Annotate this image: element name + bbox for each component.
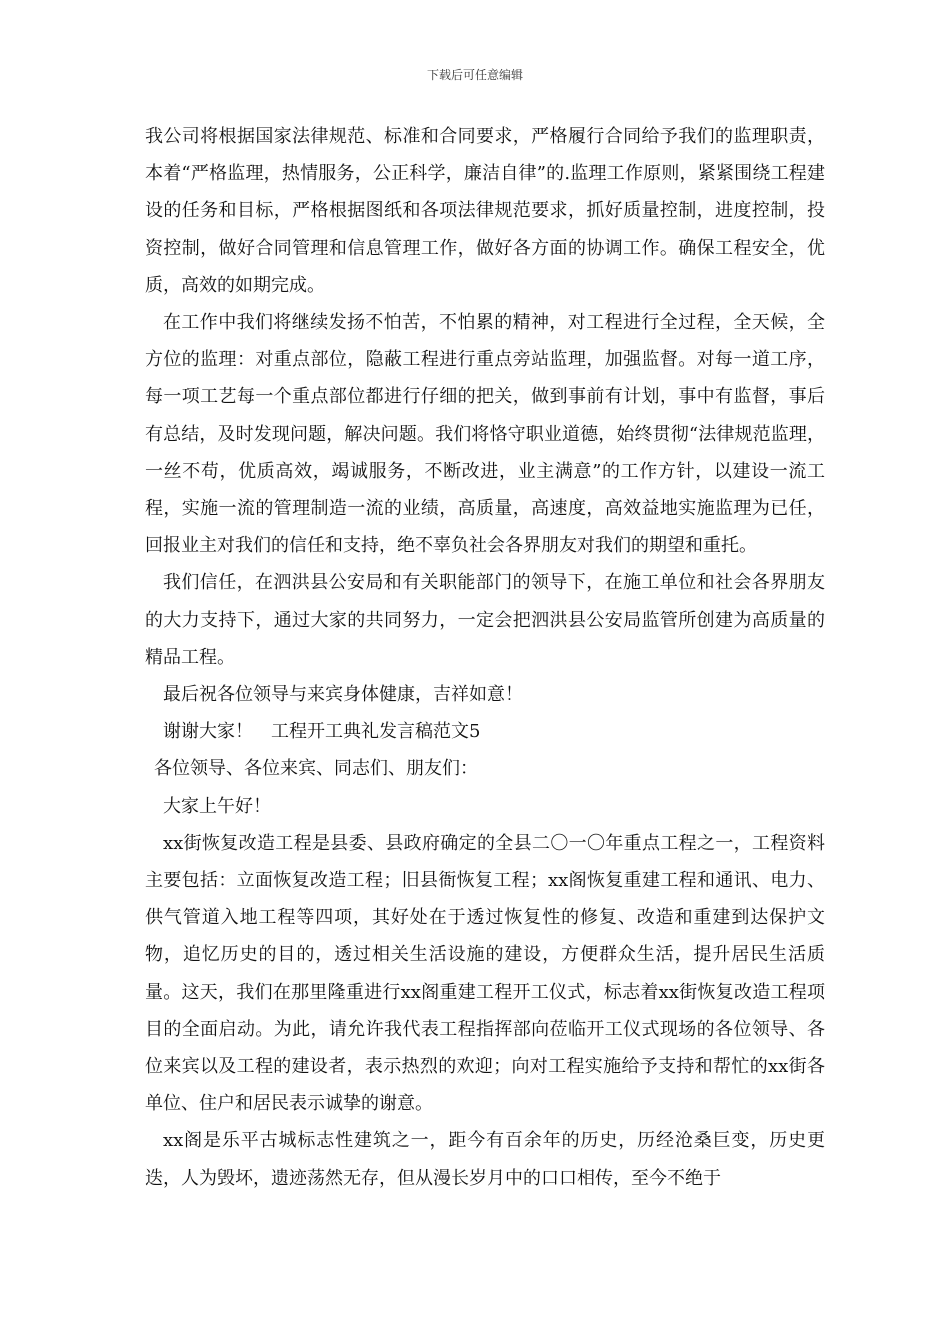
paragraph-salutation: 各位领导、各位来宾、同志们、朋友们：: [154, 758, 478, 780]
thanks-text: 谢谢大家！: [163, 721, 253, 743]
paragraph-commitment: 我公司将根据国家法律规范、标准和合同要求，严格履行合同给予我们的监理职责，本着“严格监理，热情服务，公正科学，廉洁自律”的.监理工作原则，紧紧围绕工程建设的任务和目标，严格根据图纸和各项法律规范要求，抓好质量控制，进度控制，投资控制，做好合同管理和信息管理工作，做好各方面的协调工作。确保工程安全，优质，高效的如期完成。: [145, 126, 825, 296]
document-body: [145, 118, 825, 1197]
paragraph-confidence: 我们信任，在泗洪县公安局和有关职能部门的领导下，在施工单位和社会各界朋友的大力支持下，通过大家的共同努力，一定会把泗洪县公安局监管所创建为高质量的精品工程。: [145, 572, 825, 668]
paragraph-history: xx阁是乐平古城标志性建筑之一，距今有百余年的历史，历经沧桑巨变，历史更迭，人为毁坏，遗迹荡然无存，但从漫长岁月中的口口相传，至今不绝于: [145, 1130, 825, 1189]
paragraph-greeting: 大家上午好！: [163, 795, 271, 817]
paragraph-work-plan: 在工作中我们将继续发扬不怕苦，不怕累的精神，对工程进行全过程，全天候，全方位的监理：对重点部位，隐蔽工程进行重点旁站监理，加强监督。对每一道工序，每一项工艺每一个重点部位都进行仔细的把关，做到事前有计划，事中有监督，事后有总结，及时发现问题，解决问题。我们将恪守职业道德，始终贯彻“法律规范监理，一丝不苟，优质高效，竭诚服务，不断改进，业主满意”的工作方针，以建设一流工程，实施一流的管理制造一流的业绩，高质量，高速度，高效益地实施监理为已任，回报业主对我们的信任和支持，绝不辜负社会各界朋友对我们的期望和重托。: [145, 312, 825, 557]
speech-title: 工程开工典礼发言稿范文5: [271, 721, 481, 743]
paragraph-project-intro: xx街恢复改造工程是县委、县政府确定的全县二〇一〇年重点工程之一，工程资料主要包括：立面恢复改造工程；旧县衙恢复工程；xx阁恢复重建工程和通讯、电力、供气管道入地工程等四项，其好处在于透过恢复性的修复、改造和重建到达保护文物，追忆历史的目的，透过相关生活设施的建设，方便群众生活，提升居民生活质量。这天，我们在那里隆重进行xx阁重建工程开工仪式，标志着xx街恢复改造工程项目的全面启动。为此，请允许我代表工程指挥部向莅临开工仪式现场的各位领导、各位来宾以及工程的建设者，表示热烈的欢迎；向对工程实施给予支持和帮忙的xx街各单位、住户和居民表示诚挚的谢意。: [145, 832, 825, 1115]
page-header-note: 下载后可任意编辑: [426, 68, 523, 82]
paragraph-thanks-and-title: [145, 713, 825, 750]
paragraph-closing-wishes: 最后祝各位领导与来宾身体健康，吉祥如意！: [163, 684, 523, 706]
